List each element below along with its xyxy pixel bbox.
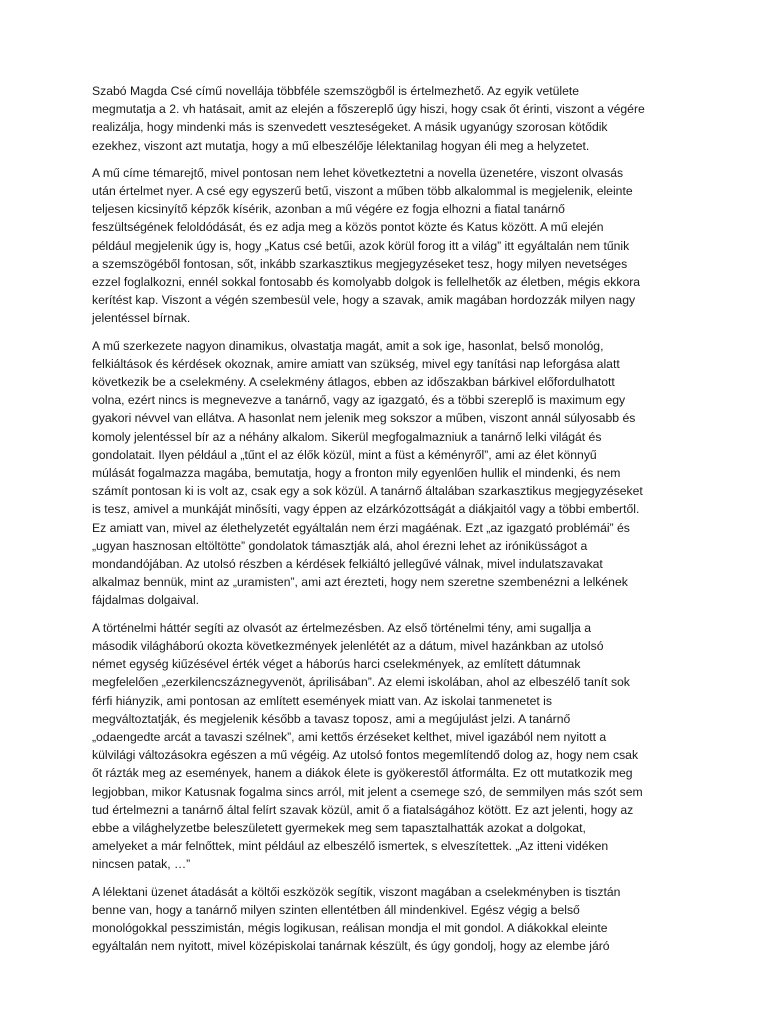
- text-line: egyáltalán nem nyitott, mivel középiskolai tanárnak készült, és úgy gondolj, hogy az elembe járó: [92, 939, 610, 954]
- text-line: „odaengedte arcát a tavaszi szélnek”, ami kettős érzéseket kelthet, mivel igazából nem nyitott a: [92, 729, 607, 744]
- text-line: tud értelmezni a tanárnő által felírt szavak közül, amit ő a fiatalságához kötött. Ez azt jelenti, hogy az: [92, 802, 634, 817]
- text-line: felkiáltások és kérdések okoznak, amire amiatt van szükség, mivel egy tanítási nap leforgása alatt: [92, 356, 620, 371]
- text-line: is tesz, amivel a munkáját minősíti, vagy éppen az elzárkózottságát a diákjaitól vagy a többi embertől.: [92, 502, 640, 517]
- paragraph-2: [92, 164, 686, 328]
- paragraph-5: [92, 883, 686, 956]
- text-line: „ugyan hasznosan eltöltötte” gondolatok támasztják alá, ahol érezni lehet az iróniküsságot a: [92, 538, 588, 553]
- text-line: benne van, hogy a tanárnő milyen szinten ellentétben áll mindenkivel. Egész végig a belső: [92, 902, 580, 917]
- text-line: teljesen kicsinyítő képzők kísérik, azonban a mű végére ez fogja elhozni a fiatal tanárnő: [92, 202, 565, 217]
- paragraph-3: [92, 337, 686, 610]
- text-line: számít pontosan ki is volt az, csak egy a sok közül. A tanárnő általában szarkasztikus megjegyzéseket: [92, 484, 643, 499]
- text-line: férfi hiányzik, ami pontosan az említett események miatt van. Az iskolai tanmenetet is: [92, 693, 552, 708]
- text-line: komoly jelentéssel bír az a néhány alkalom. Sikerül megfogalmazniuk a tanárnő lelki világát és: [92, 429, 602, 444]
- text-line: megmutatja a 2. vh hatásait, amit az elején a főszereplő úgy hiszi, hogy csak őt érinti, viszont a végére: [92, 102, 645, 117]
- text-line: ebbe a világhelyzetbe beleszületett gyermekek meg sem tapasztalhatták azokat a dolgokat,: [92, 820, 586, 835]
- text-line: A mű címe témarejtő, mivel pontosan nem lehet következtetni a novella üzenetére, viszont olvasás: [92, 165, 624, 180]
- text-line: külvilági változásokra egészen a mű végéig. Az utolsó fontos megemlítendő dolog az, hogy nem csak: [92, 748, 639, 763]
- text-line: legjobban, mikor Katusnak fogalma sincs arról, mit jelent a csemege szó, de semmilyen más szót sem: [92, 784, 643, 799]
- text-line: jelentéssel bírnak.: [92, 311, 191, 326]
- text-line: második világháború okozta következmények jelenlétét az a dátum, mivel hazánkban az utolsó: [92, 638, 604, 653]
- text-line: Ez amiatt van, mivel az élethelyzetét egyáltalán nem érzi magáénak. Ezt „az igazgató problémái” és: [92, 520, 630, 535]
- text-line: monológokkal pesszimistán, mégis logikusan, reálisan mondja el mit gondol. A diákokkal eleinte: [92, 920, 608, 935]
- text-line: gondolatait. Ilyen például a „tűnt el az élők közül, mint a füst a kéményről”, ami az élet könnyű: [92, 447, 597, 462]
- text-line: német egység kiűzésével érték véget a háborús harci cselekmények, az említett dátumnak: [92, 657, 581, 672]
- text-line: amelyeket a már felnőttek, mint például az elbeszélő ismertek, s elveszítettek. „Az itteni vidéken: [92, 839, 609, 854]
- text-line: feszültségének feloldódását, és ez adja meg a közös pontot közte és Katus között. A mű elején: [92, 220, 604, 235]
- text-line: ezzel foglalkozni, ennél sokkal fontosabb és komolyabb dolgok is fellelhetők az életben, mégis ekkora: [92, 275, 641, 290]
- text-line: fájdalmas dolgaival.: [92, 593, 200, 608]
- text-line: alkalmaz bennük, mint az „uramisten”, ami azt érezteti, hogy nem szeretne szembenézni a lelkének: [92, 575, 628, 590]
- text-line: gyakori névvel van ellátva. A hasonlat nem jelenik meg sokszor a műben, viszont annál súlyosabb és: [92, 411, 636, 426]
- paragraph-4: [92, 619, 686, 874]
- text-line: őt rázták meg az események, hanem a diákok élete is gyökerestől átformálta. Ez ott mutatkozik meg: [92, 766, 633, 781]
- text-line: a szemszögéből fontosan, sőt, inkább szarkasztikus megjegyzéseket tesz, hogy milyen nevetséges: [92, 256, 628, 271]
- text-line: mondandójában. Az utolsó részben a kérdések felkiáltó jellegűvé válnak, mivel indulatszavakat: [92, 557, 603, 572]
- text-line: megváltoztatják, és megjelenik később a tavasz toposz, ami a megújulást jelzi. A tanárnő: [92, 711, 571, 726]
- text-line: kerítést kap. Viszont a végén szembesül vele, hogy a szavak, amik magában hordozzák milyen nagy: [92, 293, 636, 308]
- text-line: következik be a cselekmény. A cselekmény átlagos, ebben az időszakban bárkivel előfordulhatott: [92, 375, 615, 390]
- text-line: Szabó Magda Csé című novellája többféle szemszögből is értelmezhető. Az egyik vetülete: [92, 84, 580, 98]
- text-line: A mű szerkezete nagyon dinamikus, olvastatja magát, amit a sok ige, hasonlat, belső monológ,: [92, 338, 604, 353]
- text-line: A lélektani üzenet átadását a költői eszközök segítik, viszont magában a cselekményben is tisztán: [92, 884, 621, 899]
- text-line: volna, ezért nincs is megnevezve a tanárnő, vagy az igazgató, és a többi szereplő is maximum egy: [92, 393, 626, 408]
- text-line: megfelelően „ezerkilencszáznegyvenöt, áprilisában”. Az elemi iskolában, ahol az elbeszélő tanít sok: [92, 675, 630, 690]
- text-line: múlását fogalmazza magába, bemutatja, hogy a fronton mily egyenlően hullik el mindenki, és nem: [92, 466, 621, 481]
- document-page: [92, 82, 686, 964]
- text-line: ezekhez, viszont azt mutatja, hogy a mű elbeszélője lélektanilag hogyan éli meg a helyzetet.: [92, 138, 590, 153]
- text-line: A történelmi háttér segíti az olvasót az értelmezésben. Az első történelmi tény, ami sugallja a: [92, 620, 592, 635]
- text-line: például megjelenik úgy is, hogy „Katus csé betűi, azok körül forog itt a világ” itt egyáltalán nem tűnik: [92, 238, 630, 253]
- text-line: után értelmet nyer. A csé egy egyszerű betű, viszont a műben több alkalommal is megjelenik, eleinte: [92, 184, 633, 199]
- paragraph-1: [92, 82, 686, 155]
- text-line: nincsen patak, …”: [92, 857, 191, 872]
- text-line: realizálja, hogy mindenki más is szenvedett veszteségeket. A másik ugyanúgy szorosan kötődik: [92, 120, 608, 135]
